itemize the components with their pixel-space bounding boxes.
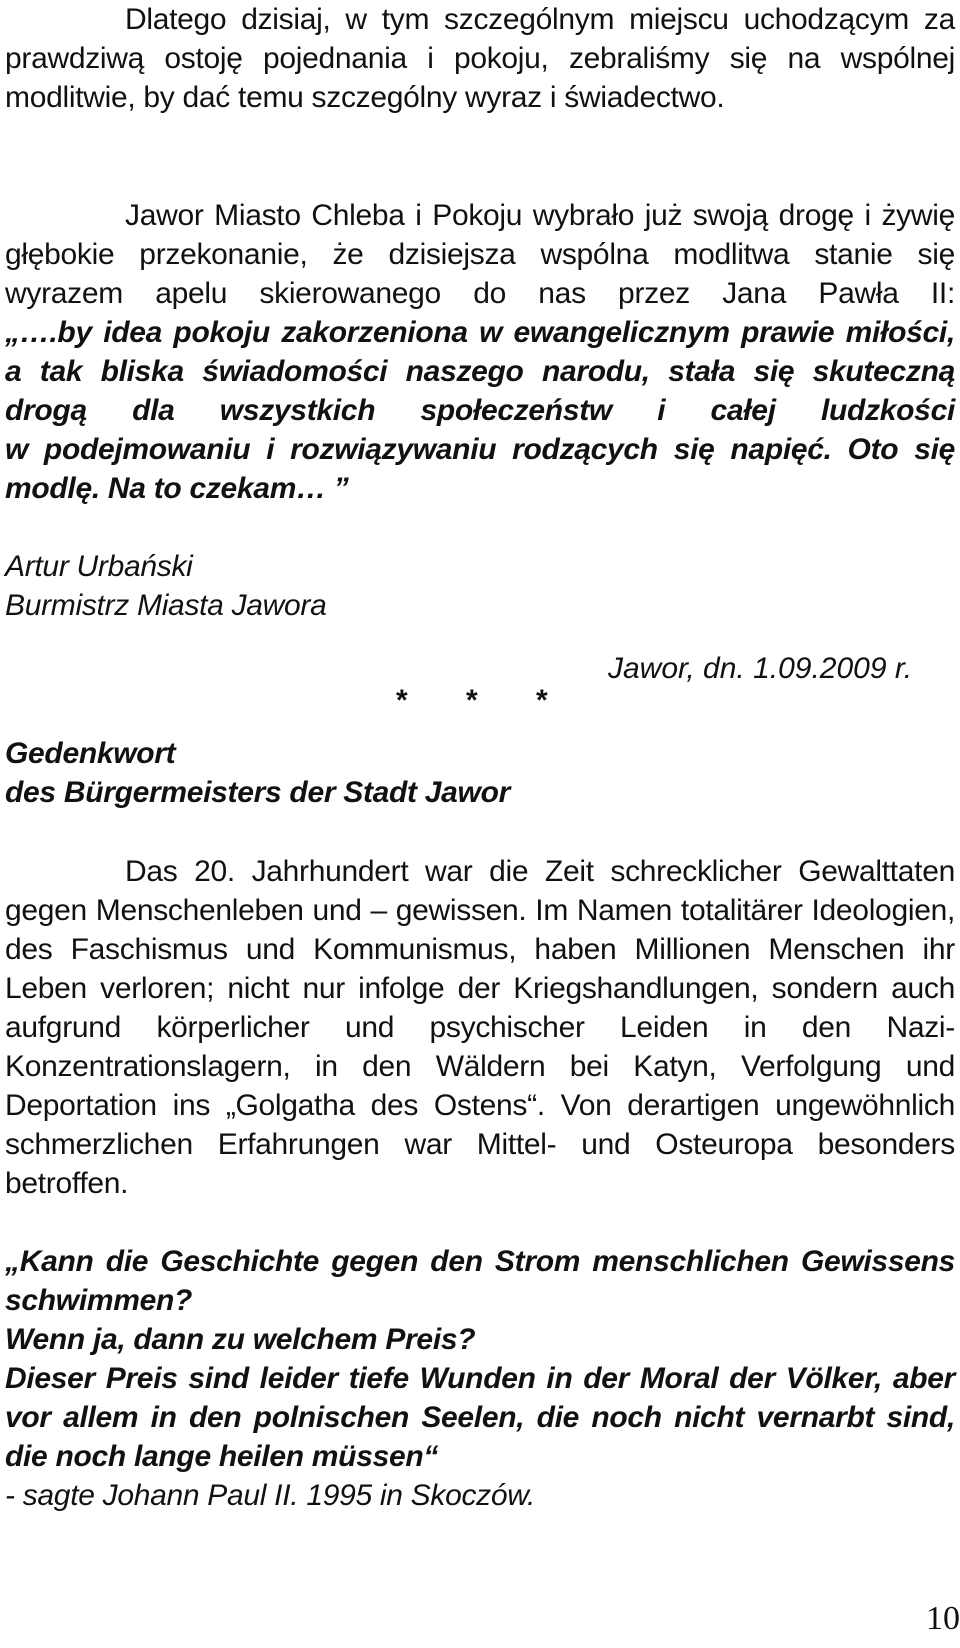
german-paragraph-line-7: Deportation ins „Golgatha des Ostens“. Von derartigen ungewöhnlich [5,1089,955,1122]
polish-quote-line-1: „….by idea pokoju zakorzeniona w ewangelicznym prawie miłości, [5,316,955,349]
german-quote-line-4: Dieser Preis sind leider tiefe Wunden in der Moral der Völker, aber [5,1362,955,1395]
polish-quote-line-3: drogą dla wszystkich społeczeństw i całej ludzkości [5,394,955,427]
polish-quote-line-5: modlę. Na to czekam… ” [5,472,349,505]
german-paragraph-line-4: Leben verloren; nicht nur infolge der Kriegshandlungen, sondern auch [5,972,955,1005]
german-paragraph-line-9: betroffen. [5,1167,129,1200]
german-quote-line-2: schwimmen? [5,1284,193,1317]
signature-date: Jawor, dn. 1.09.2009 r. [608,652,913,685]
german-paragraph-line-2: gegen Menschenleben und – gewissen. Im Namen totalitärer Ideologien, [5,894,955,927]
polish-paragraph-line-3: wyrazem apelu skierowanego do nas przez Jana Pawła II: [5,277,955,310]
german-paragraph-line-5: aufgrund körperlicher und psychischer Leiden in den Nazi- [5,1011,955,1044]
quote-attribution: - sagte Johann Paul II. 1995 in Skoczów. [5,1479,536,1512]
german-heading-line-2: des Bürgermeisters der Stadt Jawor [5,776,510,809]
german-quote-line-5: vor allem in den polnischen Seelen, die noch nicht vernarbt sind, [5,1401,955,1434]
german-paragraph-line-6: Konzentrationslagern, in den Wäldern bei Katyn, Verfolgung und [5,1050,955,1083]
polish-paragraph-line-2: głębokie przekonanie, że dzisiejsza wspólna modlitwa stanie się [5,238,955,271]
page-number: 10 [926,1600,960,1637]
polish-quote-line-4: w podejmowaniu i rozwiązywaniu rodzących się napięć. Oto się [5,433,955,466]
polish-opening-line-3: modlitwie, by dać temu szczególny wyraz i świadectwo. [5,81,725,114]
german-heading-line-1: Gedenkwort [5,737,176,770]
polish-opening-line-2: prawdziwą ostoję pojednania i pokoju, zebraliśmy się na wspólnej [5,42,955,75]
german-paragraph-line-1: Das 20. Jahrhundert war die Zeit schrecklicher Gewalttaten [125,855,955,888]
german-paragraph-line-3: des Faschismus und Kommunismus, haben Millionen Menschen ihr [5,933,955,966]
polish-opening-line-1: Dlatego dzisiaj, w tym szczególnym miejscu uchodzącym za [125,3,955,36]
signature-name: Artur Urbański [5,550,193,583]
german-quote-line-6: die noch lange heilen müssen“ [5,1440,439,1473]
german-paragraph-line-8: schmerzlichen Erfahrungen war Mittel- und Osteuropa besonders [5,1128,955,1161]
german-quote-line-1: „Kann die Geschichte gegen den Strom menschlichen Gewissens [5,1245,955,1278]
polish-paragraph-line-1: Jawor Miasto Chleba i Pokoju wybrało już swoją drogę i żywię [125,199,955,232]
polish-quote-line-2: a tak bliska świadomości naszego narodu, stała się skuteczną [5,355,955,388]
german-quote-line-3: Wenn ja, dann zu welchem Preis? [5,1323,476,1356]
signature-title: Burmistrz Miasta Jawora [5,589,327,622]
section-separator: * * * [396,684,548,717]
